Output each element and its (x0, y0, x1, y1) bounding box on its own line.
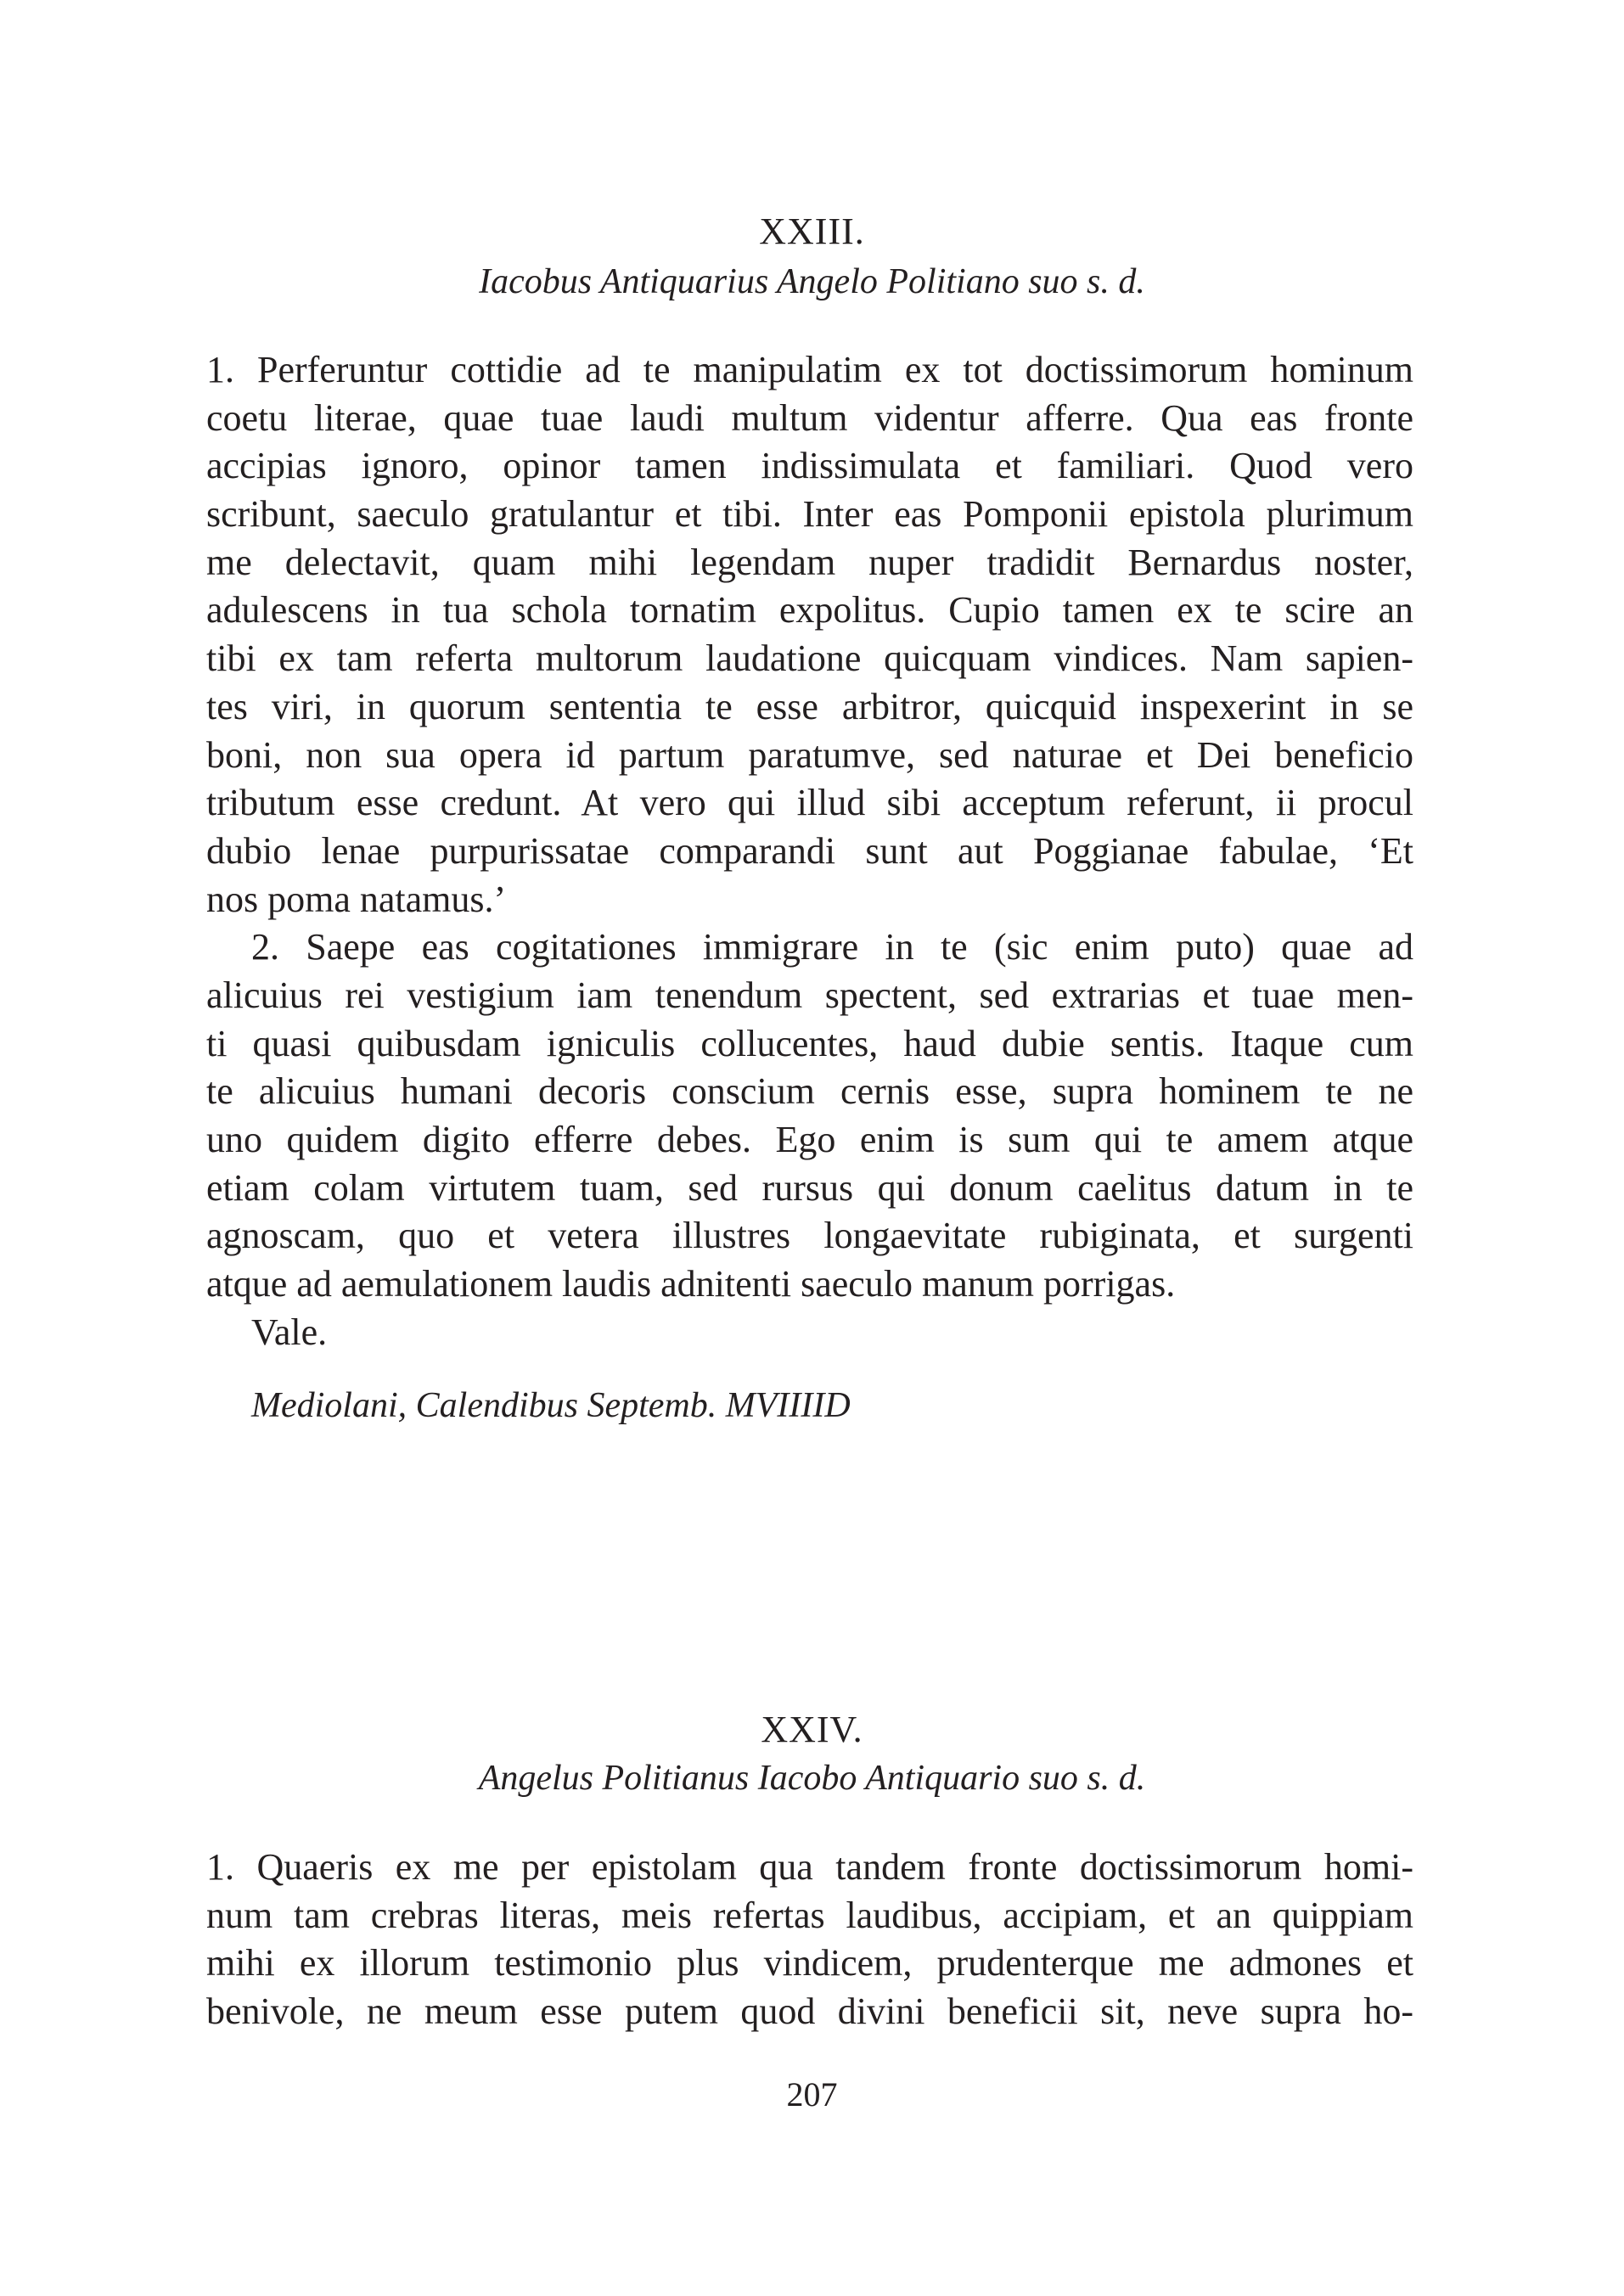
text-line: tibi ex tam referta multorum laudatione quicquam vindices. Nam sapien- (206, 637, 1413, 680)
text-line: te alicuius humani decoris conscium cernis esse, supra hominem te ne (206, 1070, 1413, 1113)
text-line: me delectavit, quam mihi legendam nuper tradidit Bernardus noster, (206, 541, 1413, 583)
text-line: dubio lenae purpurissatae comparandi sunt aut Poggianae fabulae, ‘Et (206, 829, 1413, 872)
text-line: accipias ignoro, opinor tamen indissimulata et familiari. Quod vero (206, 445, 1413, 487)
text-line: agnoscam, quo et vetera illustres longaevitate rubiginata, et surgenti (206, 1215, 1413, 1257)
text-line: uno quidem digito efferre debes. Ego enim is sum qui te amem atque (206, 1119, 1413, 1160)
text-line: coetu literae, quae tuae laudi multum videntur afferre. Qua eas fronte (206, 396, 1413, 439)
text-line: 2. Saepe eas cogitationes immigrare in te (sic enim puto) quae ad (251, 926, 1413, 968)
text-line: Vale. (251, 1311, 328, 1353)
letter-24-body (206, 1844, 1413, 2036)
letter-23-body (206, 346, 1413, 1356)
page-number: 207 (786, 2075, 838, 2114)
text-line: 1. Quaeris ex me per epistolam qua tandem fronte doctissimorum homi- (206, 1846, 1413, 1888)
text-line: benivole, ne meum esse putem quod divini beneficii sit, neve supra ho- (206, 1990, 1413, 2033)
text-line: mihi ex illorum testimonio plus vindicem, prudenterque me admones et (206, 1942, 1413, 1984)
letter-23-heading: Iacobus Antiquarius Angelo Politiano suo s. d. (479, 262, 1145, 301)
text-line: boni, non sua opera id partum paratumve, sed naturae et Dei beneficio (206, 733, 1413, 776)
letter-24-number: XXIV. (761, 1709, 863, 1750)
text-line: alicuius rei vestigium iam tenendum spectent, sed extrarias et tuae men- (206, 974, 1413, 1016)
text-line: scribunt, saeculo gratulantur et tibi. Inter eas Pomponii epistola plurimum (206, 493, 1413, 536)
text-line: tributum esse credunt. At vero qui illud sibi acceptum referunt, ii procul (206, 782, 1413, 824)
text-line: etiam colam virtutem tuam, sed rursus qui donum caelitus datum in te (206, 1166, 1413, 1209)
letter-23-number: XXIII. (759, 211, 865, 252)
text-line: atque ad aemulationem laudis adnitenti saeculo manum porrigas. (206, 1263, 1176, 1305)
text-line: tes viri, in quorum sententia te esse arbitror, quicquid inspexerint in se (206, 685, 1413, 727)
text-line: adulescens in tua schola tornatim expolitus. Cupio tamen ex te scire an (206, 589, 1413, 632)
text-line: num tam crebras literas, meis refertas laudibus, accipiam, et an quippiam (206, 1894, 1413, 1936)
letter-24-heading: Angelus Politianus Iacobo Antiquario suo s. d. (478, 1759, 1146, 1798)
text-line: nos poma natamus.’ (206, 878, 507, 920)
text-line: ti quasi quibusdam igniculis collucentes, haud dubie sentis. Itaque cum (206, 1022, 1413, 1064)
letter-23-dateline: Mediolani, Calendibus Septemb. MVIIIID (251, 1386, 851, 1425)
text-line: 1. Perferuntur cottidie ad te manipulatim ex tot doctissimorum hominum (206, 349, 1413, 390)
